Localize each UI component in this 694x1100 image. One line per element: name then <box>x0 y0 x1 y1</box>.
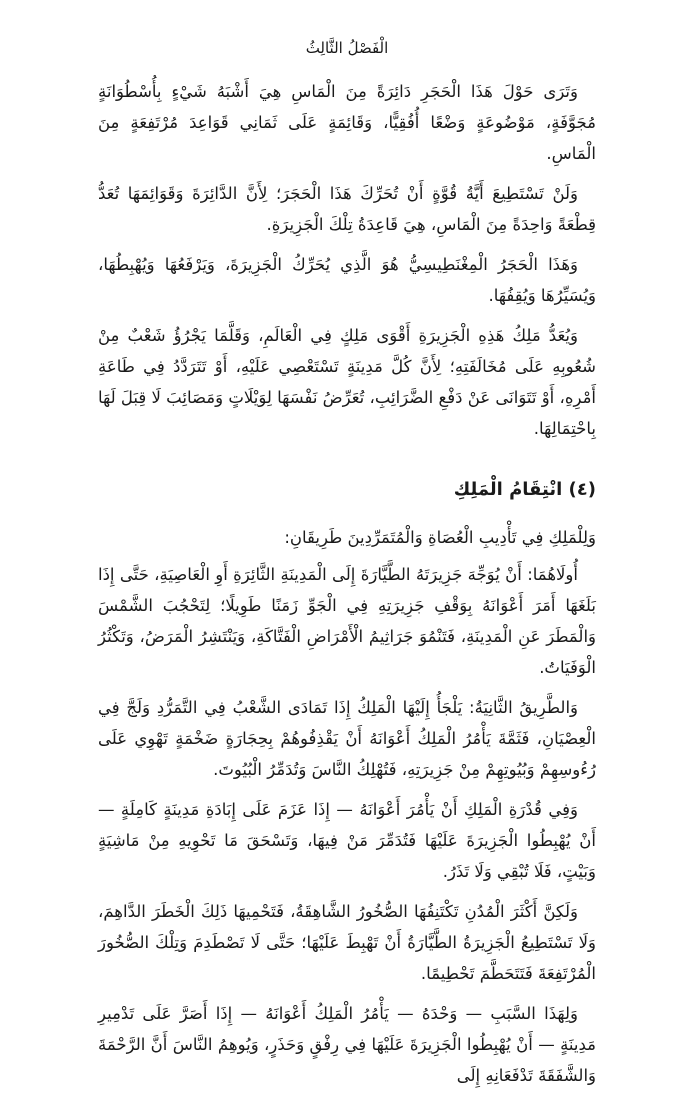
paragraph-second-way: وَالطَّرِيقُ الثَّانِيَةُ: يَلْجَأُ إِلَيْهَا الْمَلِكُ إِذَا تَمَادَى الشَّعْبُ فِي التَّمَرُّدِ وَلَجَّ فِي الْعِصْيَانِ، فَثَمَّةَ يَأْمُرُ الْمَلِكُ أَعْوَانَهُ أَنْ يَقْذِفُوهُمْ بِحِجَارَةٍ ضَخْمَةٍ تَهْوِي عَلَى رُءُوسِهِمْ وَبُيُوتِهِمْ مِنْ جَزِيرَتِهِ، فَتُهْلِكُ النَّاسَ وَتُدَمِّرُ الْبُيُوتَ. <box>98 698 596 779</box>
paragraph-king-power: وَيُعَدُّ مَلِكُ هَذِهِ الْجَزِيرَةِ أَقْوَى مَلِكٍ فِي الْعَالَمِ، وَقَلَّمَا يَجْرُؤُ شَعْبٌ مِنْ شُعُوبِهِ عَلَى مُخَالَفَتِهِ؛ لِأَنَّ كُلَّ مَدِينَةٍ تَسْتَعْصِي عَلَيْهِ، أَوْ تَتَرَدَّدُ فِي طَاعَةِ أَمْرِهِ، أَوْ تَتَوَانَى عَنْ دَفْعِ الضَّرَائِبِ، تُعَرِّضُ نَفْسَهَا لِوَيْلَاتٍ وَمَصَائِبَ لَا قِبَلَ لَهَا بِاحْتِمَالِهَا. <box>98 326 596 438</box>
paragraph-dome-description: وَتَرَى حَوْلَ هَذَا الْحَجَرِ دَائِرَةً مِنَ الْمَاسِ هِيَ أَشْبَهُ شَيْءٍ بِأُسْطُوَانَةٍ مُجَوَّفَةٍ، مَوْضُوعَةٍ وَضْعًا أُفُقِيًّا، وَقَائِمَةٍ عَلَى ثَمَانِي قَوَاعِدَ مُرْتَفِعَةٍ مِنَ الْمَاسِ. <box>98 82 596 163</box>
paragraph-immovable-stone: وَلَنْ تَسْتَطِيعَ أَيَّةُ قُوَّةٍ أَنْ تُحَرِّكَ هَذَا الْحَجَرَ؛ لِأَنَّ الدَّائِرَةَ وَقَوَائِمَهَا تُعَدُّ قِطْعَةً وَاحِدَةً مِنَ الْمَاسِ، هِيَ قَاعِدَةُ تِلْكَ الْجَزِيرَةِ. <box>98 184 596 234</box>
paragraph-two-ways: وَلِلْمَلِكِ فِي تَأْدِيبِ الْعُصَاةِ وَالْمُتَمَرِّدِينَ طَرِيقَانِ: <box>284 528 596 547</box>
running-head: الْفَصْلُ الثَّالِثُ <box>305 39 389 57</box>
chapter-body <box>98 76 596 1100</box>
paragraph-magnet-stone: وَهَذَا الْحَجَرُ الْمِغْنَطِيسِيُّ هُوَ الَّذِي يُحَرِّكُ الْجَزِيرَةَ، وَيَرْفَعُهَا وَيُهْبِطُهَا، وَيُسَيِّرُهَا وَيُقِفُهَا. <box>98 255 596 305</box>
paragraph-gentle-descent: وَلِهَذَا السَّبَبِ — وَحْدَهُ — يَأْمُرُ الْمَلِكُ أَعْوَانَهُ — إِذَا أَصَرَّ عَلَى تَدْمِيرِ مَدِينَةٍ — أَنْ يُهْبِطُوا الْجَزِيرَةَ عَلَيْهَا فِي رِفْقٍ وَحَذَرٍ، وَيُوهِمُ النَّاسَ أَنَّ الرَّحْمَةَ وَالشَّفَقَةَ تَدْفَعَانِهِ إِلَى <box>98 1004 596 1085</box>
paragraph-destroy-city: وَفِي قُدْرَةِ الْمَلِكِ أَنْ يَأْمُرَ أَعْوَانَهُ — إِذَا عَزَمَ عَلَى إِبَادَةِ مَدِينَةٍ كَامِلَةٍ — أَنْ يُهْبِطُوا الْجَزِيرَةَ عَلَيْهَا فَتُدَمِّرَ مَنْ فِيهَا، وَتَسْحَقَ مَا تَحْوِيهِ مِنْ مَاشِيَةٍ وَبَيْتٍ، فَلَا تُبْقِي وَلَا تَذَرُ. <box>98 800 596 881</box>
paragraph-rocks-protect: وَلَكِنَّ أَكْثَرَ الْمُدُنِ تَكْتَنِفُهَا الصُّخُورُ الشَّاهِقَةُ، فَتَحْمِيهَا ذَلِكَ الْخَطَرَ الدَّاهِمَ، وَلَا تَسْتَطِيعُ الْجَزِيرَةُ الطَّيَّارَةُ أَنْ تَهْبِطَ عَلَيْهَا؛ حَتَّى لَا تَصْطَدِمَ وَتِلْكَ الصُّخُورَ الْمُرْتَفِعَةَ فَتَتَحَطَّمَ تَحْطِيمًا. <box>98 902 596 983</box>
section-heading: (٤) انْتِقَامُ الْمَلِكِ <box>453 479 596 500</box>
paragraph-first-way: أُولَاهُمَا: أَنْ يُوَجِّهَ جَزِيرَتَهُ الطَّيَّارَةَ إِلَى الْمَدِينَةِ الثَّائِرَةِ أَوِ الْعَاصِيَةِ، حَتَّى إِذَا بَلَغَهَا أَمَرَ أَعْوَانَهُ بِوَقْفِ جَزِيرَتِهِ فِي الْجَوِّ زَمَنًا طَوِيلًا؛ لِتَحْجُبَ الشَّمْسَ وَالْمَطَرَ عَنِ الْمَدِينَةِ، فَتَنْمُوَ جَرَاثِيمُ الْأَمْرَاضِ الْفَتَّاكَةِ، وَيَنْتَشِرُ الْمَرَضُ، وَتَكْثُرُ الْوَفَيَاتُ. <box>98 565 596 677</box>
